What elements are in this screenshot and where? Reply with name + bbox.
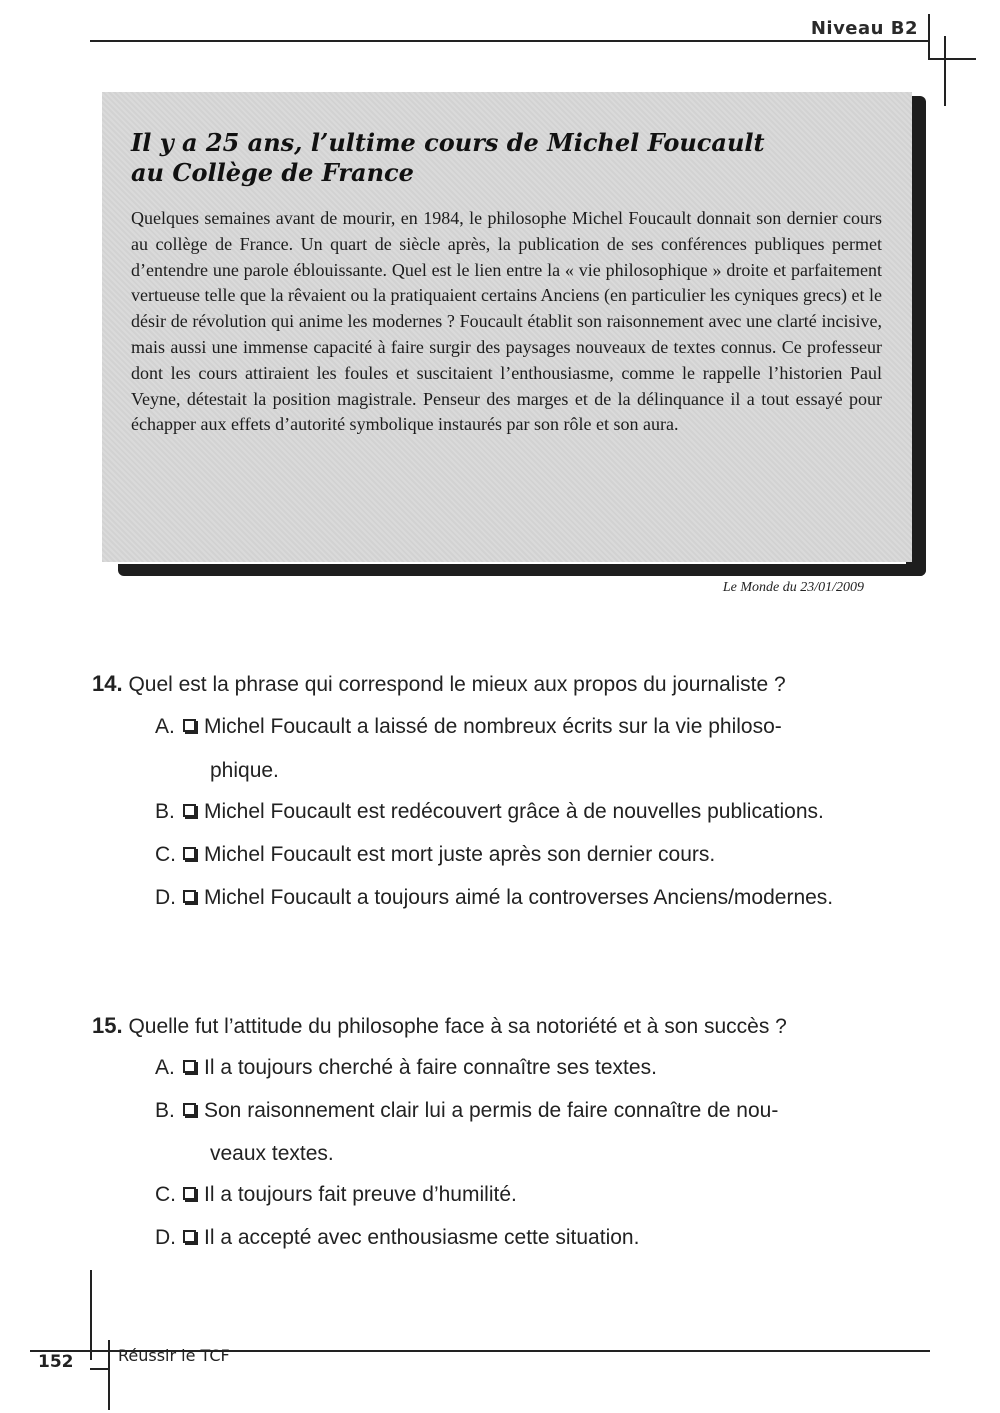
option-text: Son raisonnement clair lui a permis de faire connaître de nou- (204, 1099, 779, 1122)
option-letter: B. (155, 1099, 175, 1122)
option-letter: C. (155, 1183, 176, 1206)
option-text: Il a toujours cherché à faire connaître ses textes. (204, 1056, 657, 1079)
article-title: Il y a 25 ans, l’ultime cours de Michel Foucault au Collège de France (131, 128, 765, 187)
option-letter: B. (155, 800, 175, 823)
option-letter: A. (155, 1056, 175, 1079)
checkbox-icon[interactable] (183, 847, 196, 860)
question-14 (92, 670, 786, 699)
question-text: Quelle fut l’attitude du philosophe face à sa notoriété et à son succès ? (128, 1015, 787, 1038)
answer-option-14c[interactable] (155, 841, 915, 869)
option-text: Michel Foucault a toujours aimé la controverses Anciens/modernes. (204, 886, 834, 909)
option-text: Michel Foucault est redécouvert grâce à de nouvelles publications. (204, 800, 824, 823)
question-text: Quel est la phrase qui correspond le mieux aux propos du journaliste ? (128, 673, 786, 696)
checkbox-icon[interactable] (183, 1060, 196, 1073)
header-rule (90, 40, 930, 42)
header-crop-mark (928, 14, 930, 60)
question-number: 14. (92, 671, 123, 696)
header-crop-mark (928, 58, 976, 60)
option-text-continuation: phique. (210, 759, 279, 782)
checkbox-icon[interactable] (183, 719, 196, 732)
question-15 (92, 1012, 787, 1041)
option-text: Il a toujours fait preuve d’humilité. (204, 1183, 517, 1206)
answer-option-15b[interactable] (155, 1097, 915, 1125)
option-letter: C. (155, 843, 176, 866)
option-letter: D. (155, 886, 176, 909)
option-letter: A. (155, 715, 175, 738)
book-title: Réussir le TCF (118, 1346, 230, 1365)
checkbox-icon[interactable] (183, 804, 196, 817)
article-box (102, 92, 912, 562)
checkbox-icon[interactable] (183, 1230, 196, 1243)
header-crop-mark (944, 36, 946, 106)
answer-option-14a[interactable] (155, 713, 915, 741)
article-shadow (118, 564, 926, 576)
option-letter: D. (155, 1226, 176, 1249)
page-number: 152 (38, 1352, 74, 1372)
checkbox-icon[interactable] (183, 890, 196, 903)
question-number: 15. (92, 1013, 123, 1038)
answer-option-15a[interactable] (155, 1054, 915, 1082)
level-label: Niveau B2 (810, 18, 918, 39)
article-body: Quelques semaines avant de mourir, en 1984, le philosophe Michel Foucault donnait son dernier cours au collège de France. Un quart de siècle après, la publication de ses conférences publiques permet d’entendre une parole éblouissante. Quel est le lien entre la « vie philosophique » droite et parfaitement vertueuse telle que la rêvaient ou la pratiquaient certains Anciens (en particulier les cyniques grecs) et le désir de révolution qui anime les modernes ? Foucault établit son raisonnement avec une clarté incisive, mais aussi une immense capacité à faire surgir des paysages nouveaux de textes connus. Ce professeur dont les cours attiraient les foules et suscitaient l’enthousiasme, comme le rappelle l’historien Paul Veyne, détestait la position magistrale. Penseur des marges et de la délinquance il a tout essayé pour échapper aux effets d’autorité symbolique instaurés par son rôle et son aura. (131, 208, 882, 435)
checkbox-icon[interactable] (183, 1103, 196, 1116)
option-text: Michel Foucault a laissé de nombreux écrits sur la vie philoso- (204, 715, 782, 738)
answer-option-15d[interactable] (155, 1224, 915, 1252)
footer-crop-mark (90, 1270, 92, 1360)
article-source: Le Monde du 23/01/2009 (722, 580, 864, 595)
answer-option-15c[interactable] (155, 1181, 915, 1209)
footer-crop-mark (90, 1368, 110, 1370)
answer-option-14b[interactable] (155, 798, 915, 826)
option-text-continuation: veaux textes. (210, 1142, 334, 1165)
answer-option-14d[interactable] (155, 884, 915, 912)
option-text: Michel Foucault est mort juste après son dernier cours. (204, 843, 716, 866)
checkbox-icon[interactable] (183, 1187, 196, 1200)
option-text: Il a accepté avec enthousiasme cette situation. (204, 1226, 640, 1249)
